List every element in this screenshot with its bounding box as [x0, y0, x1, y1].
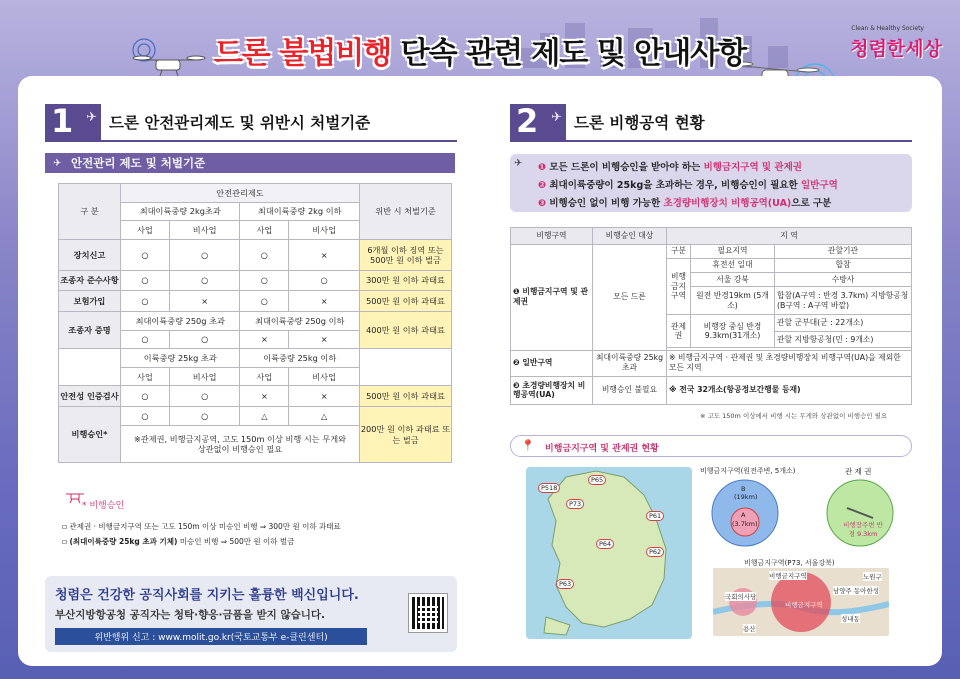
map-section-heading: 📍 비행금지구역 및 관제권 현황: [510, 435, 912, 457]
map-label: 국회의사당: [725, 593, 757, 601]
control-zone-label: 비행장주변 반경 9.3km: [843, 521, 883, 538]
map-label: 비행금지구역: [769, 572, 807, 580]
altitude-footnote: ※ 고도 150m 이상에서 비행 시는 무게와 상관없이 비행승인 필요: [700, 412, 888, 420]
map-label: 남양주 동아한성: [833, 587, 880, 595]
drone-small-icon: ✈: [53, 157, 62, 169]
qr-code: [409, 594, 447, 632]
map-pin: P61: [646, 511, 664, 521]
section-1-subheading: ✈ 안전관리 제도 및 처벌기준: [45, 153, 455, 173]
map-pin: P518: [538, 483, 560, 493]
map-label: 용산: [743, 625, 756, 633]
nuclear-diagram-title: 비행금지구역(원전주변, 5개소): [700, 467, 796, 475]
zone-a-radius: (3.7km): [732, 520, 758, 528]
section-2-heading: 2 ✈ 드론 비행공역 현황: [510, 104, 912, 140]
korea-airspace-map: [526, 467, 692, 639]
clean-society-logo: Clean & Healthy Society 청렴한세상: [850, 25, 942, 60]
report-link[interactable]: 위반행위 신고 : www.molit.go.kr(국토교통부 e-클린센터): [55, 628, 367, 645]
section-1-heading: 1 ✈ 드론 안전관리제도 및 위반시 처벌기준: [45, 104, 457, 140]
integrity-banner: 청렴은 건강한 공직사회를 지키는 훌륭한 백신입니다. 부산지방항공청 공직자는 청탁·향응·금품을 받지 않습니다. 위반행위 신고 : www.molit.go.kr(국토교통부 e-클린센터): [45, 576, 457, 652]
location-pin-icon: 📍: [521, 439, 535, 452]
seoul-restricted-map: [713, 568, 889, 636]
map-pin: P63: [556, 579, 574, 589]
seoul-map-title: 비행금지구역(P73, 서울강북): [744, 559, 835, 567]
map-pin: P73: [566, 499, 584, 509]
map-pin: P64: [596, 539, 614, 549]
safety-penalty-table: 구 분 안전관리제도 위반 시 처벌기준 최대이륙중량 2kg초과 최대이륙중량 2kg 이하 사업 비사업 사업 비사업 장치신고 ○ ○ ○ × 6개월 이하 징역 또는 500만 원 이하 벌금 조종자 준수사항 ○ ○ ○ ○ 300만 원 이하 과태료 보험가입 ○ × ○ × 500만 원 이하 과태료 조종자 증명 최대이륙중량 250g 초과 최대이륙중량 250g 이하 400만 원 이하 과태료 ○ ○ × × 이륙중량 25kg 초과 이륙중량 25kg 이하 사업 비사업 사업 비사업 안전성 인증검사 ○ ○ × × 500만 원 이하 과태료 비행승인* ○ ○ △ △ 200만 원 이하 과태료 또는 벌금 ※관제권, 비행금지공역, 고도 150m 이상 비행 시는 무게와 상관없이 비행승인 필요: [58, 183, 452, 463]
map-label: 성내동: [841, 615, 860, 623]
airspace-table: 비행구역 비행승인 대상 지 역 ❶ 비행금지구역 및 관제권 모든 드론 구분 필요지역 관할기관 비행 금지 구역 휴전선 일대 합참 서울 강북 수방사 원전 반경19km (5개소) 합참(A구역 : 반경 3.7km) 지방항공청(B구역 : A구역 바깥) 관제권 비행장 중심 반경 9.3km(31개소) 관할 군부대(군 : 22개소) 관할 지방항공청(민 : 9개소) ❷ 일반구역 최대이륙중량 25kg 초과 ※ 비행금지구역 · 관제권 및 초경량비행장치 비행구역(UA)을 제외한 모든 지역 ❸ 초경량비행장치 비행공역(UA) 비행승인 불필요 ※ 전국 32개소(항공정보간행물 등재): [510, 227, 912, 405]
map-label: 비행금지구역: [785, 601, 823, 609]
section-1-title: 드론 안전관리제도 및 위반시 처벌기준: [109, 114, 371, 132]
zone-b-label: B: [741, 485, 746, 493]
section-2-title: 드론 비행공역 현황: [574, 114, 705, 132]
zone-b-radius: (19km): [734, 493, 758, 501]
map-pin: P62: [646, 547, 664, 557]
map-label: 노원구: [863, 573, 882, 581]
control-zone-title: 관 제 권: [845, 467, 872, 476]
page-title: 드론 불법비행 단속 관련 제도 및 안내사항: [213, 36, 747, 71]
drone-small-icon: ✈: [86, 110, 97, 125]
drone-small-icon: [64, 490, 86, 504]
drone-small-icon: ✈: [551, 110, 562, 125]
drone-small-icon: ✈: [514, 158, 523, 169]
airspace-summary: ✈ ❶ 모든 드론이 비행승인을 받아야 하는 비행금지구역 및 관제권 ❷ 최대이륙중량이 25kg을 초과하는 경우, 비행승인이 필요한 일반구역 ❸ 비행승인 없이 비행 가능한 초경량비행장치 비행공역(UA)으로 구분: [510, 154, 912, 212]
zone-a-label: A: [741, 511, 746, 519]
map-pin: P65: [588, 475, 606, 485]
approval-note: * 비행승인 ▫ 관제권 · 비행금지구역 또는 고도 150m 이상 미승인 비행 ⇒ 300만 원 이하 과태료 ▫ (최대이륙중량 25kg 초과 기체) 미승인 비행 ⇒ 500만 원 이하 벌금: [50, 498, 455, 564]
